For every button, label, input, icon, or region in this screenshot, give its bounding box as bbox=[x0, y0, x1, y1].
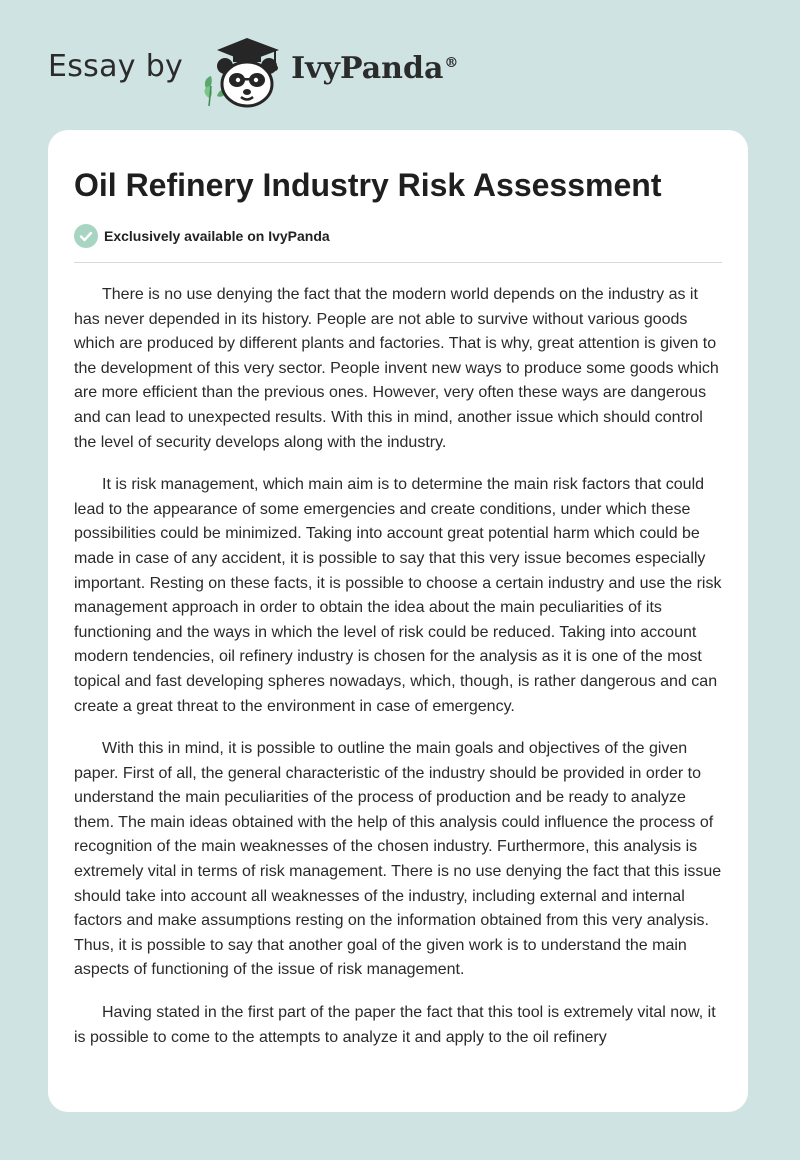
check-circle-icon bbox=[74, 224, 98, 248]
panda-logo-icon[interactable] bbox=[195, 30, 287, 110]
essay-paragraph: Having stated in the first part of the paper the fact that this tool is extremely vital now, it is possible to come to the attempts to analyze it and apply to the oil refinery bbox=[74, 1004, 716, 1046]
essay-paragraph: With this in mind, it is possible to outline the main goals and objectives of the given paper. First of all, the general characteristic of the industry should be provided in order to understand the main peculiarities of the process of production and be ready to analyze them. The main ideas obtained with the help of this analysis could influence the process of recognition of the main weaknesses of the chosen industry. Furthermore, this analysis is extremely vital in terms of risk management. There is no use denying the fact that this issue should take into account all weaknesses of the industry, including external and internal factors and make assumptions resting on the information obtained from this very analysis. Thus, it is possible to say that another goal of the given work is to understand the main aspects of functioning of the issue of risk management. bbox=[74, 740, 722, 979]
essay-paragraph: It is risk management, which main aim is to determine the main risk factors that could lead to the appearance of some emergencies and create conditions, under which these possibilities could be minimized. Taking into account great potential harm which could be made in case of any accident, it is possible to say that this very issue becomes especially important. Resting on these facts, it is possible to choose a certain industry and use the risk management approach in order to obtain the idea about the main peculiarities of its functioning and the ways in which the level of risk could be reduced. Taking into account modern tendencies, oil refinery industry is chosen for the analysis as it is one of the most topical and fast developing spheres nowadays, which, though, is rather dangerous and can create a great threat to the environment in case of emergency. bbox=[74, 476, 722, 715]
essay-card bbox=[48, 130, 748, 1112]
essay-title: Oil Refinery Industry Risk Assessment bbox=[74, 167, 662, 203]
essay-body bbox=[74, 283, 722, 1050]
brand-prefix: Essay by bbox=[48, 48, 184, 84]
exclusive-badge-label: Exclusively available on IvyPanda bbox=[104, 228, 330, 244]
site-header bbox=[48, 30, 458, 110]
essay-paragraph: There is no use denying the fact that the modern world depends on the industry as it has never depended in its history. People are not able to survive without various goods which are produced by different plants and factories. That is why, great attention is given to the development of this very sector. People invent new ways to produce some goods which are more efficient than the previous ones. However, very often these ways are dangerous and can lead to unexpected results. With this in mind, another issue which should control the level of security develops along with the industry. bbox=[74, 286, 719, 451]
brand-name[interactable]: IvyPanda® bbox=[291, 50, 459, 86]
exclusive-badge bbox=[74, 224, 722, 248]
title-divider bbox=[74, 262, 722, 263]
